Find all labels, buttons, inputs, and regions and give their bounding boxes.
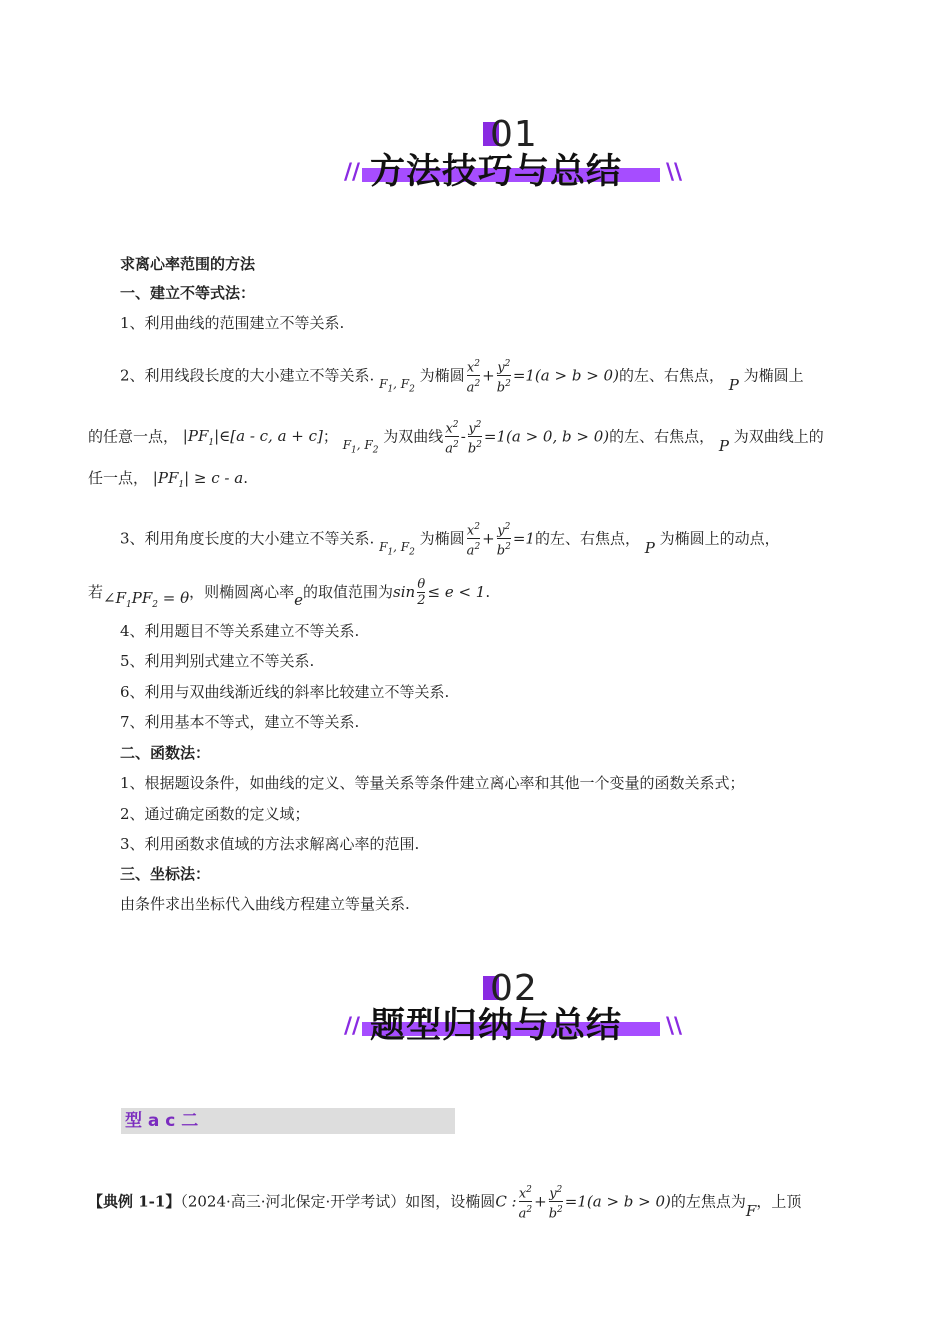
part2-item2: 2、通过确定函数的定义域； bbox=[120, 805, 310, 823]
section-title: 题型归纳与总结 bbox=[370, 1006, 623, 1046]
section-title: 方法技巧与总结 bbox=[370, 152, 623, 192]
part3-item1: 由条件求出坐标代入曲线方程建立等量关系. bbox=[120, 895, 410, 913]
part3-title: 三、坐标法： bbox=[120, 865, 211, 883]
part1-item6: 6、利用与双曲线渐近线的斜率比较建立不等关系. bbox=[120, 683, 450, 701]
part2-title: 二、函数法： bbox=[120, 744, 211, 762]
part1-title: 一、建立不等式法： bbox=[120, 284, 256, 302]
part2-item3: 3、利用函数求值域的方法求解离心率的范围. bbox=[120, 835, 420, 853]
part1-item2-line3: 任一点， $|PF_1| \ge c - a$. bbox=[88, 469, 248, 490]
example-1-1: 【典例 1-1】（2024·高三·河北保定·开学考试）如图，设椭圆C : $\frac{x^2}{a^2}$ + $\frac{y^2}{b^2}$ =1(a > b > 0)的左焦点为F，上顶 bbox=[88, 1185, 802, 1222]
slash-decoration-left: // bbox=[344, 1014, 361, 1039]
part1-item2-line1: 2、利用线段长度的大小建立不等关系. $_{F_1, F_2}$ 为椭圆 $\frac{x^2}{a^2}$ + $\frac{y^2}{b^2}$ =1(a > b > 0)的左、右焦点， P 为椭圆上 bbox=[120, 359, 804, 396]
part1-item4: 4、利用题目不等关系建立不等关系. bbox=[120, 622, 360, 640]
part1-item2-line2: 的任意一点， $|PF_1|\in[a$ - c, a + c]； $_{F_1, F_2}$ 为双曲线 $\frac{x^2}{a^2}$ - $\frac{y^2}{b^2}$ =1(a > 0, b > 0)的左、右焦点， P 为双曲线上的 bbox=[88, 420, 824, 457]
slash-decoration-left: // bbox=[344, 160, 361, 185]
part1-item3-line2: 若$\angle F_1PF_2 = \theta$，则椭圆离心率e的取值范围为sin $\frac{\theta}{2}$ ≤ e < 1. bbox=[88, 577, 491, 610]
example-label: 【典例 1-1】 bbox=[88, 1192, 181, 1211]
part1-item7: 7、利用基本不等式，建立不等关系. bbox=[120, 713, 360, 731]
part1-item5: 5、利用判别式建立不等关系. bbox=[120, 652, 315, 670]
section-number: 02 bbox=[490, 968, 538, 1009]
section-banner-2 bbox=[340, 968, 683, 1050]
method-heading: 求离心率范围的方法 bbox=[120, 255, 256, 273]
part1-item1: 1、利用曲线的范围建立不等关系. bbox=[120, 314, 345, 332]
part1-item3-line1: 3、利用角度长度的大小建立不等关系. $_{F_1, F_2}$ 为椭圆 $\frac{x^2}{a^2}$ + $\frac{y^2}{b^2}$ =1的左、右焦点， P 为椭圆上的动点， bbox=[120, 522, 780, 559]
section-number: 01 bbox=[490, 114, 538, 155]
slash-decoration-right: \\ bbox=[666, 1014, 683, 1039]
section-banner-1 bbox=[340, 114, 683, 196]
slash-decoration-right: \\ bbox=[666, 160, 683, 185]
question-type-heading: 型 a c 二 bbox=[121, 1108, 455, 1134]
part2-item1: 1、根据题设条件，如曲线的定义、等量关系等条件建立离心率和其他一个变量的函数关系式； bbox=[120, 774, 745, 792]
